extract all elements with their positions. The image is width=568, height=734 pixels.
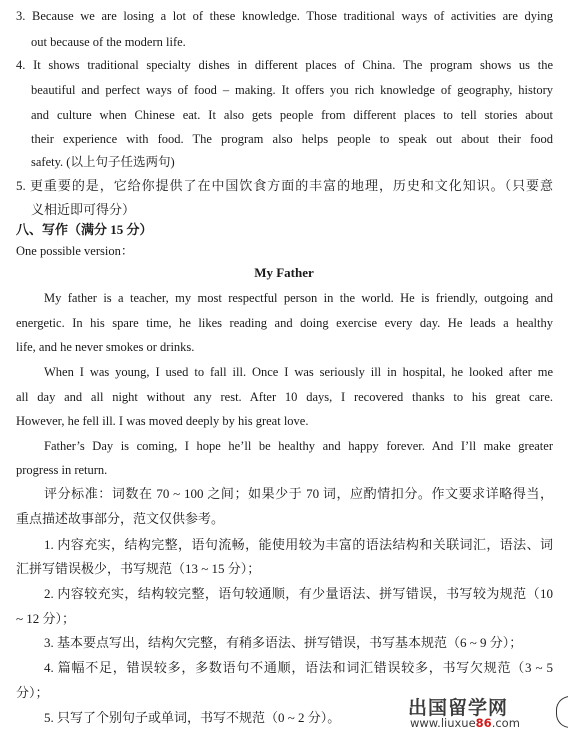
watermark-url: www.liuxue86.com xyxy=(410,716,520,730)
essay-p3-line-2: progress in return. xyxy=(16,463,108,477)
answer-4-line-5: safety. (以上句子任选两句) xyxy=(31,155,175,169)
answer-4-line-2: beautiful and perfect ways of food – making. It offers you rich knowledge of geography, history xyxy=(31,83,553,97)
writing-section-heading: 八、写作（满分 15 分） xyxy=(16,222,153,237)
criterion-1-line-2: 汇拼写错误极少，书写规范（13 ~ 15 分）； xyxy=(16,561,261,576)
sample-intro: One possible version： xyxy=(16,244,134,258)
criterion-3: 3. 基本要点写出，结构欠完整，有稍多语法、拼写错误，书写基本规范（6 ~ 9 分）； xyxy=(44,635,523,650)
site-watermark xyxy=(408,693,558,733)
answer-5-line-2: 义相近即可得分） xyxy=(31,202,136,217)
essay-p1-line-3: life, and he never smokes or drinks. xyxy=(16,340,195,354)
essay-p3-line-1: Father’s Day is coming, I hope he’ll be healthy and happy forever. And I’ll make greater xyxy=(44,439,553,453)
criterion-5: 5. 只写了个别句子或单词，书写不规范（0 ~ 2 分）。 xyxy=(44,710,341,725)
criterion-2-line-1: 2. 内容较充实，结构较完整，语句较通顺，有少量语法、拼写错误，书写较为规范（10 xyxy=(44,586,553,601)
essay-p2-line-3: However, he fell ill. I was moved deeply by his great love. xyxy=(16,414,309,428)
answer-4-line-1: 4. It shows traditional specialty dishes in different places of China. The program shows us the xyxy=(16,58,553,72)
essay-title: My Father xyxy=(254,265,314,280)
criterion-4-line-1: 4. 篇幅不足，错误较多，多数语句不通顺，语法和词汇错误较多，书写欠规范（3 ~ 5 xyxy=(44,660,553,675)
watermark-name: 出国留学网 xyxy=(408,697,509,719)
criterion-1-line-1: 1. 内容充实，结构完整，语句流畅，能使用较为丰富的语法结构和关联词汇，语法、词 xyxy=(44,537,553,552)
essay-p1-line-1: My father is a teacher, my most respectful person in the world. He is friendly, outgoing and xyxy=(44,291,553,305)
answer-4-line-4: their experience with food. The program also helps people to speak out about their food xyxy=(31,132,553,146)
criterion-4-line-2: 分）； xyxy=(16,685,49,700)
grading-intro-line-2: 重点描述故事部分，范文仅供参考。 xyxy=(16,511,225,526)
essay-p2-line-1: When I was young, I used to fall ill. Once I was seriously ill in hospital, he looked after me xyxy=(44,365,553,379)
answer-5-line-1: 5. 更重要的是，它给你提供了在中国饮食方面的丰富的地理，历史和文化知识。（只要意 xyxy=(16,178,553,193)
criterion-2-line-2: ~ 12 分）； xyxy=(16,611,76,626)
essay-p2-line-2: all day and all night without any rest. After 10 days, I recovered thanks to his great care. xyxy=(16,390,553,404)
answer-4-line-3: and culture when Chinese eat. It also gets people from different places to tell stories about xyxy=(31,108,553,122)
grading-intro-line-1: 评分标准：词数在 70 ~ 100 之间；如果少于 70 词，应酌情扣分。作文要求详略得当， xyxy=(44,486,553,501)
essay-p1-line-2: energetic. In his spare time, he likes reading and doing exercise every day. He leads a healthy xyxy=(16,316,553,330)
answer-3-line-2: out because of the modern life. xyxy=(31,35,186,49)
answer-3-line-1: 3. Because we are losing a lot of these knowledge. Those traditional ways of activities are dying xyxy=(16,9,553,23)
